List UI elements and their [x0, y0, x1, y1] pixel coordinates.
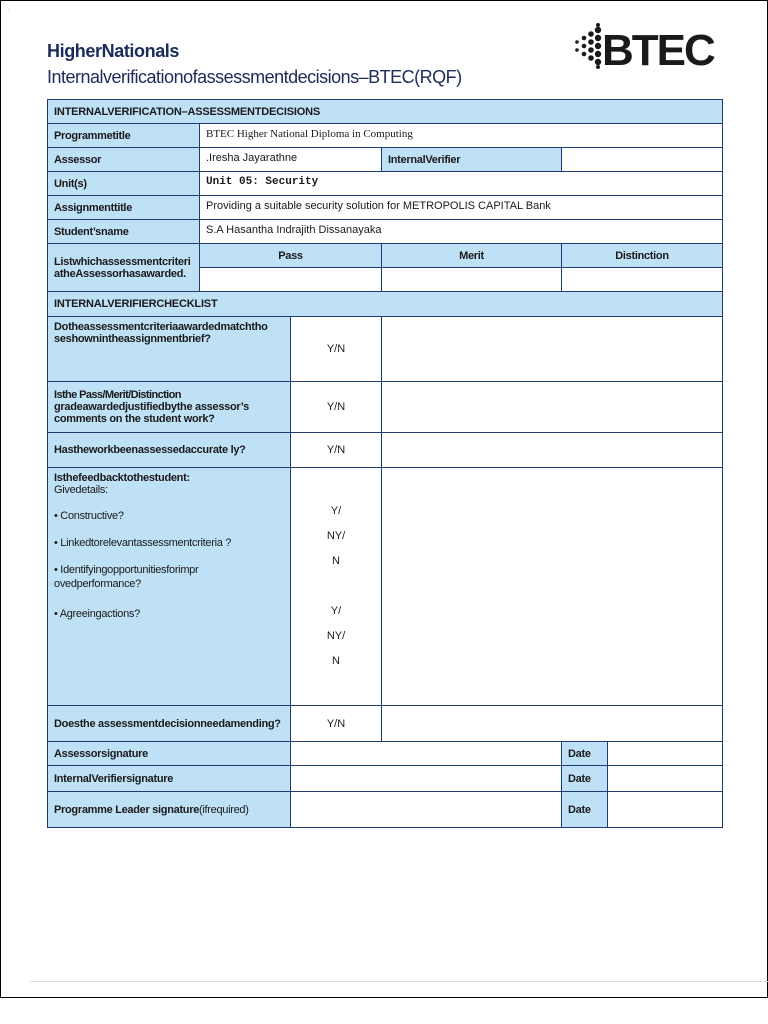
iv-date-field[interactable]	[608, 766, 723, 792]
question-feedback-title: Isthefeedbacktothestudent:	[54, 472, 190, 484]
yn-feedback-line-6: NY/	[326, 630, 346, 642]
feedback-bullet-agreeing: • Agreeingactions?	[54, 608, 140, 620]
assignment-title-value[interactable]: Providing a suitable security solution for METROPOLIS CAPITAL Bank	[200, 196, 723, 220]
comment-decision-amending[interactable]	[382, 706, 723, 742]
merit-header: Merit	[382, 244, 562, 268]
assessment-form	[47, 99, 723, 828]
corner-mark: .	[8, 6, 10, 12]
programme-leader-signature-text: Programme Leader signature	[54, 803, 200, 816]
assessor-signature-label: Assessorsignature	[48, 742, 291, 766]
iv-date-label: Date	[562, 766, 608, 792]
internal-verifier-value[interactable]	[562, 148, 723, 172]
question-assessed-accurately: Hastheworkbeenassessedaccurate ly?	[48, 433, 291, 468]
question-feedback-subtitle: Givedetails:	[54, 484, 108, 496]
page-subtitle: Internalverificationofassessmentdecisions–BTEC(RQF)	[47, 67, 462, 87]
btec-logo-text: BTEC	[602, 26, 714, 75]
yn-feedback-line-1: Y/	[330, 505, 342, 517]
section-verifier-checklist: INTERNALVERIFIERCHECKLIST	[48, 292, 723, 317]
yn-assessed-accurately[interactable]: Y/N	[291, 433, 382, 468]
question-feedback	[48, 468, 291, 706]
assessor-signature-field[interactable]	[291, 742, 562, 766]
iv-signature-label: InternalVerifiersignature	[48, 766, 291, 792]
page-title: HigherNationals	[47, 41, 180, 61]
question-criteria-match: Dotheassessmentcriteriaawardedmatchtho seshownintheassignmentbrief?	[48, 317, 291, 382]
yn-feedback-line-3: N	[332, 555, 340, 567]
programme-leader-signature-label	[48, 792, 291, 828]
yn-feedback-line-5: Y/	[330, 605, 342, 617]
yn-feedback-line-7: N	[332, 655, 340, 667]
internal-verifier-label: InternalVerifier	[382, 148, 562, 172]
programme-title-value[interactable]: BTEC Higher National Diploma in Computing	[200, 124, 723, 148]
yn-grade-justified[interactable]: Y/N	[291, 382, 382, 433]
programme-leader-if-required: (ifrequired)	[199, 803, 249, 816]
feedback-bullet-opportunities: • Identifyingopportunitiesforimpr ovedperformance?	[54, 564, 199, 590]
distinction-criteria-field[interactable]	[562, 268, 723, 292]
assessor-value[interactable]: .Iresha Jayarathne	[200, 148, 382, 172]
yn-feedback-line-2: NY/	[326, 530, 346, 542]
programme-leader-date-field[interactable]	[608, 792, 723, 828]
yn-feedback[interactable]	[291, 468, 382, 706]
merit-criteria-field[interactable]	[382, 268, 562, 292]
units-label: Unit(s)	[48, 172, 200, 196]
units-value[interactable]: Unit 05: Security	[200, 172, 723, 196]
question-grade-justified-part1: Isthe Pass/Merit/Distinction	[54, 389, 181, 401]
assessor-label: Assessor	[48, 148, 200, 172]
student-name-label: Student’sname	[48, 220, 200, 244]
programme-title-label: Programmetitle	[48, 124, 200, 148]
comment-grade-justified[interactable]	[382, 382, 723, 433]
criteria-awarded-label: Listwhichassessmentcriteri atheAssessorhasawarded.	[48, 244, 200, 292]
yn-criteria-match[interactable]: Y/N	[291, 317, 382, 382]
feedback-bullet-linked: • Linkedtorelevantassessmentcriteria ?	[54, 537, 232, 549]
feedback-bullet-constructive: • Constructive?	[54, 510, 124, 522]
comment-assessed-accurately[interactable]	[382, 433, 723, 468]
yn-decision-amending[interactable]: Y/N	[291, 706, 382, 742]
yn-feedback-line-4	[297, 574, 375, 599]
programme-leader-date-label: Date	[562, 792, 608, 828]
pass-header: Pass	[200, 244, 382, 268]
footer-divider	[30, 981, 768, 982]
assessor-date-field[interactable]	[608, 742, 723, 766]
pass-criteria-field[interactable]	[200, 268, 382, 292]
comment-criteria-match[interactable]	[382, 317, 723, 382]
question-grade-justified	[48, 382, 291, 433]
assessor-date-label: Date	[562, 742, 608, 766]
question-decision-amending: Doesthe assessmentdecisionneedamending?	[48, 706, 291, 742]
question-grade-justified-part2: gradeawardedjustifiedbythe assessor’s comments on the student work?	[54, 401, 249, 425]
comment-feedback[interactable]	[382, 468, 723, 706]
student-name-value[interactable]: S.A Hasantha Indrajith Dissanayaka	[200, 220, 723, 244]
section-assessment-decisions: INTERNALVERIFICATION–ASSESSMENTDECISIONS	[48, 100, 723, 124]
iv-signature-field[interactable]	[291, 766, 562, 792]
distinction-header: Distinction	[562, 244, 723, 268]
programme-leader-signature-field[interactable]	[291, 792, 562, 828]
assignment-title-label: Assignmenttitle	[48, 196, 200, 220]
